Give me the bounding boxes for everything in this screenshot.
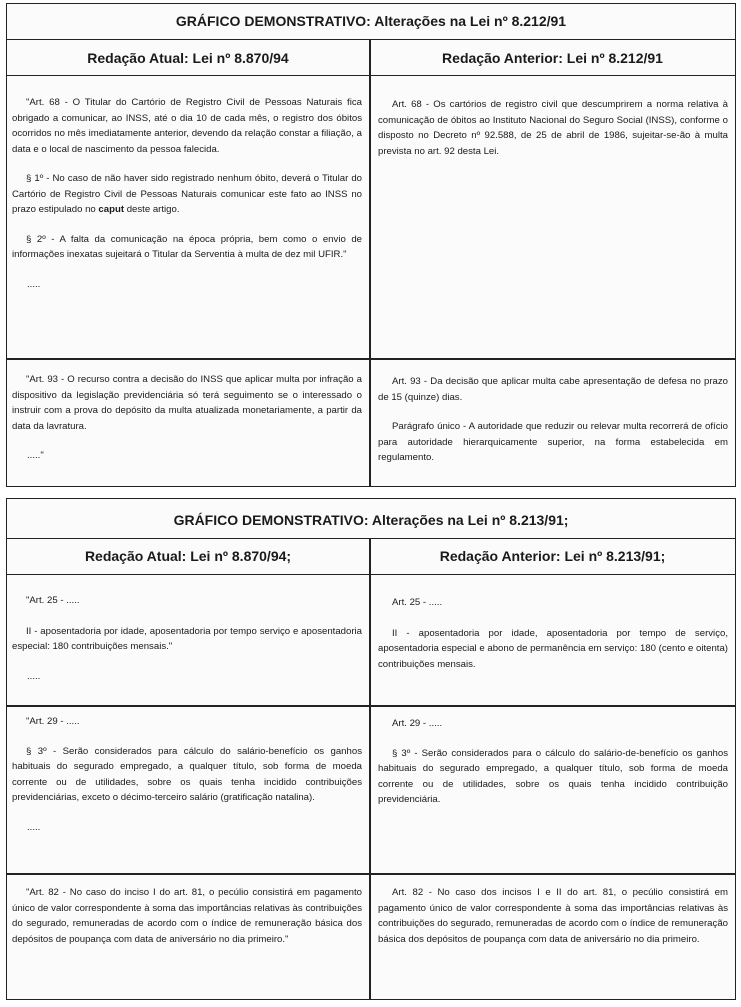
paragraph: "Art. 29 - ..... [26, 716, 80, 727]
paragraph: II - aposentadoria por idade, aposentadoria por tempo serviço e aposentadoria especial: 180 contribuições mensais." [12, 625, 362, 652]
paragraph: Art. 68 - Os cartórios de registro civil que descumprirem a norma relativa à comunicação de óbitos ao Instituto Nacional do Seguro Social (INSS), conforme o disposto no Decreto nº 92.588, de 25 de abril de 1986, sujeitar-se-ão à multa prevista no art. 92 desta Lei. [378, 99, 728, 157]
cell-current-art93 [12, 372, 362, 478]
column-header-previous: Redação Anterior: Lei nº 8.213/91; [370, 539, 735, 575]
table-title: GRÁFICO DEMONSTRATIVO: Alterações na Lei nº 8.212/91 [7, 4, 735, 40]
cell-current-art82 [12, 885, 362, 961]
cell-current-art29 [12, 714, 362, 849]
column-header-previous: Redação Anterior: Lei nº 8.212/91 [370, 40, 735, 76]
paragraph: § 3º - Serão considerados para cálculo do salário-benefício os ganhos habituais do segurado empregado, a qualquer título, sob forma de moeda corrente ou de utilidades, sobre os quais tenha incidido contribuições previdenciárias, exceto o décimo-terceiro salário (gratificação natalina). [12, 745, 362, 803]
paragraph: "Art. 93 - O recurso contra a decisão do INSS que aplicar multa por infração a dispositivo da legislação previdenciária só terá seguimento se o interessado o instruir com a prova do depósito da multa atualizada monetariamente, a partir da data da lavratura. [12, 374, 362, 432]
paragraph: "Art. 82 - No caso do inciso I do art. 81, o pecúlio consistirá em pagamento único de valor correspondente à soma das importâncias relativas às contribuições do segurado, remuneradas de acordo com o índice de remuneração básica dos depósitos de poupança com data de aniversário no dia primeiro." [12, 887, 362, 945]
ellipsis: ..... [27, 670, 41, 682]
paragraph: II - aposentadoria por idade, aposentadoria por tempo de serviço, aposentadoria especial e abono de permanência em serviço: 180 (cento e oitenta) contribuições mensais. [378, 627, 728, 670]
ellipsis: ....." [27, 450, 44, 461]
ellipsis: ..... [27, 278, 41, 290]
column-header-current: Redação Atual: Lei nº 8.870/94 [7, 40, 369, 76]
paragraph: § 2º - A falta da comunicação na época própria, bem como o envio de informações inexatas sujeitará o Titular da Serventia à multa de dez mil UFIR." [12, 233, 362, 260]
cell-previous-art68 [378, 97, 728, 173]
cell-previous-art93 [378, 374, 728, 480]
paragraph: Art. 25 - ..... [392, 597, 443, 608]
table-title: GRÁFICO DEMONSTRATIVO: Alterações na Lei nº 8.213/91; [7, 499, 735, 539]
table-lei-8213 [6, 498, 736, 1000]
cell-current-art68 [12, 95, 362, 306]
cell-previous-art25 [378, 595, 728, 686]
paragraph: "Art. 68 - O Titular do Cartório de Registro Civil de Pessoas Naturais fica obrigado a comunicar, ao INSS, até o dia 10 de cada mês, o registro dos óbitos ocorridos no mês imediatamente anterior, devendo da relação constar a filiação, a data e o local de nascimento da pessoa falecida. [12, 97, 362, 155]
cell-current-art25 [12, 593, 362, 698]
cell-previous-art82 [378, 885, 728, 961]
cell-previous-art29 [378, 716, 728, 822]
paragraph: § 3º - Serão considerados para o cálculo do salário-de-benefício os ganhos habituais do segurado empregado, a qualquer título, sob forma de moeda corrente ou de utilidades, sobre os quais tenha incidido contribuição previdenciária. [378, 747, 728, 805]
paragraph: Parágrafo único - A autoridade que reduzir ou relevar multa recorrerá de ofício para autoridade hierarquicamente superior, na forma estabelecida em regulamento. [378, 421, 728, 463]
paragraph: § 1º - No caso de não haver sido registrado nenhum óbito, deverá o Titular do Cartório de Registro Civil de Pessoas Naturais comunicar este fato ao INSS no prazo estipulado no caput deste artigo. [12, 173, 362, 215]
paragraph: Art. 29 - ..... [392, 718, 443, 729]
column-header-current: Redação Atual: Lei nº 8.870/94; [7, 539, 369, 575]
table-lei-8212 [6, 3, 736, 487]
paragraph: Art. 93 - Da decisão que aplicar multa cabe apresentação de defesa no prazo de 15 (quinze) dias. [378, 376, 728, 403]
paragraph: Art. 82 - No caso dos incisos I e II do art. 81, o pecúlio consistirá em pagamento único de valor correspondente à soma das importâncias relativas às contribuições do segurado, remuneradas de acordo com o índice de remuneração básica dos depósitos de poupança com data de aniversário no dia primeiro. [378, 887, 728, 945]
ellipsis: ..... [27, 821, 41, 833]
paragraph: "Art. 25 - ..... [26, 595, 80, 606]
